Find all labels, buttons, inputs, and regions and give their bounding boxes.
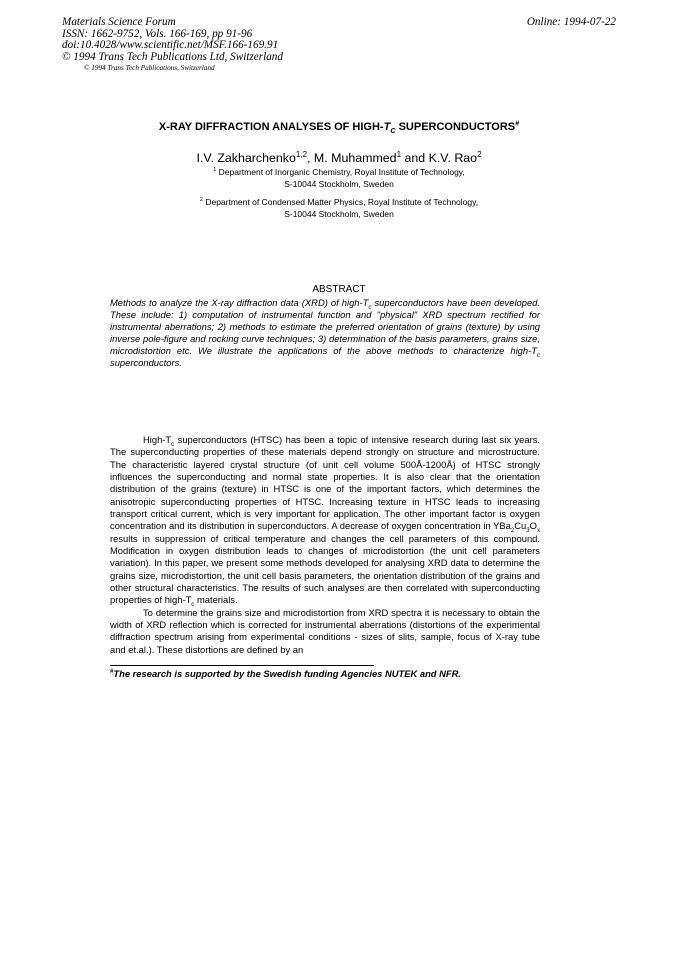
doi-link[interactable]: doi:10.4028/www.scientific.net/MSF.166-169.91 <box>62 39 279 52</box>
copyright-small: © 1994 Trans Tech Publications, Switzerland <box>84 64 215 73</box>
paragraph-1: High-$T_c$ superconductors (HTSC) has been a topic of intensive research during last six years. The superconducting properties of these materials depend strongly on structure and microstructure. The characteristic layered crystal structure (of unit cell volume 500Å-1200Å) of HTSC strongly influences the superconducting and normal state properties. It is also clear that the orientation distribution of the grains (texture) in HTSC is one of the important factors, which determines the anisotropic superconducting properties of HTSC. Increasing texture in HTSC leads to increasing transport critical current, which is very important for application. The other important factor is oxygen concentration and its distribution in superconductors. A decrease of oxygen concentration in $YBa_2Cu_3O_x$ results in suppression of critical temperature and changes the cell parameters of this compound. Modification in oxygen distribution leads to changes of microdistortion (the unit cell parameters variation). In this paper, we present some methods developed for analysing XRD data to determine the grains size, microdistortion, the unit cell basis parameters, the orientation distribution of the grains and other structural characteristics. The results of such analyses are then correlated with superconducting properties of high-$T_c$ materials. <box>110 434 540 609</box>
online-date: Online: 1994-07-22 <box>526 16 616 28</box>
affiliation-2: $^2$ Department of Condensed Matter Physics, Royal Institute of Technology, S-10044 Stockholm, Sweden <box>199 197 479 219</box>
copyright-line: © 1994 Trans Tech Publications Ltd, Switzerland <box>62 50 283 63</box>
abstract-heading: ABSTRACT <box>312 284 366 295</box>
issn-line: ISSN: 1662-9752, Vols. 166-169, pp 91-96 <box>62 27 253 40</box>
paper-title: X-RAY DIFFRACTION ANALYSES OF HIGH-$T_C$ SUPERCONDUCTORS# <box>158 119 520 136</box>
journal-header <box>62 17 283 73</box>
affiliation-1: $^1$ Department of Inorganic Chemistry, Royal Institute of Technology, S-10044 Stockholm, Sweden <box>213 167 465 189</box>
footnote: #The research is supported by the Swedish funding Agencies NUTEK and NFR. <box>110 667 462 679</box>
paragraph-2: To determine the grains size and microdistortion from XRD spectra it is necessary to obtain the width of XRD reflection which is corrected for instrumental aberrations (distortions of the experimental diffraction spectrum arising from experimental conditions - sizes of slits, sample, focus of X-ray tube and et.al.). These distortions are defined by an <box>110 606 540 655</box>
body-text <box>110 434 540 656</box>
author-list: I.V. Zakharchenko$^{1,2}$, M. Muhammed$^1$ and K.V. Rao$^2$ <box>196 149 482 165</box>
footnote-divider <box>110 665 374 666</box>
abstract-text: Methods to analyze the X-ray diffraction data (XRD) of high-$T_c$ superconductors have been developed. These include: 1) computation of instrumental function and "physical" XRD spectrum rectified for instrumental aberrations; 2) methods to estimate the preferred orientation of grains (texture) by using inverse pole-figure and rocking curve techniques; 3) determination of the basis parameters, grains size, microdistortion etc. We illustrate the applications of the above methods to characterize high-$T_c$ superconductors. <box>110 297 540 368</box>
journal-name: Materials Science Forum <box>62 16 176 28</box>
